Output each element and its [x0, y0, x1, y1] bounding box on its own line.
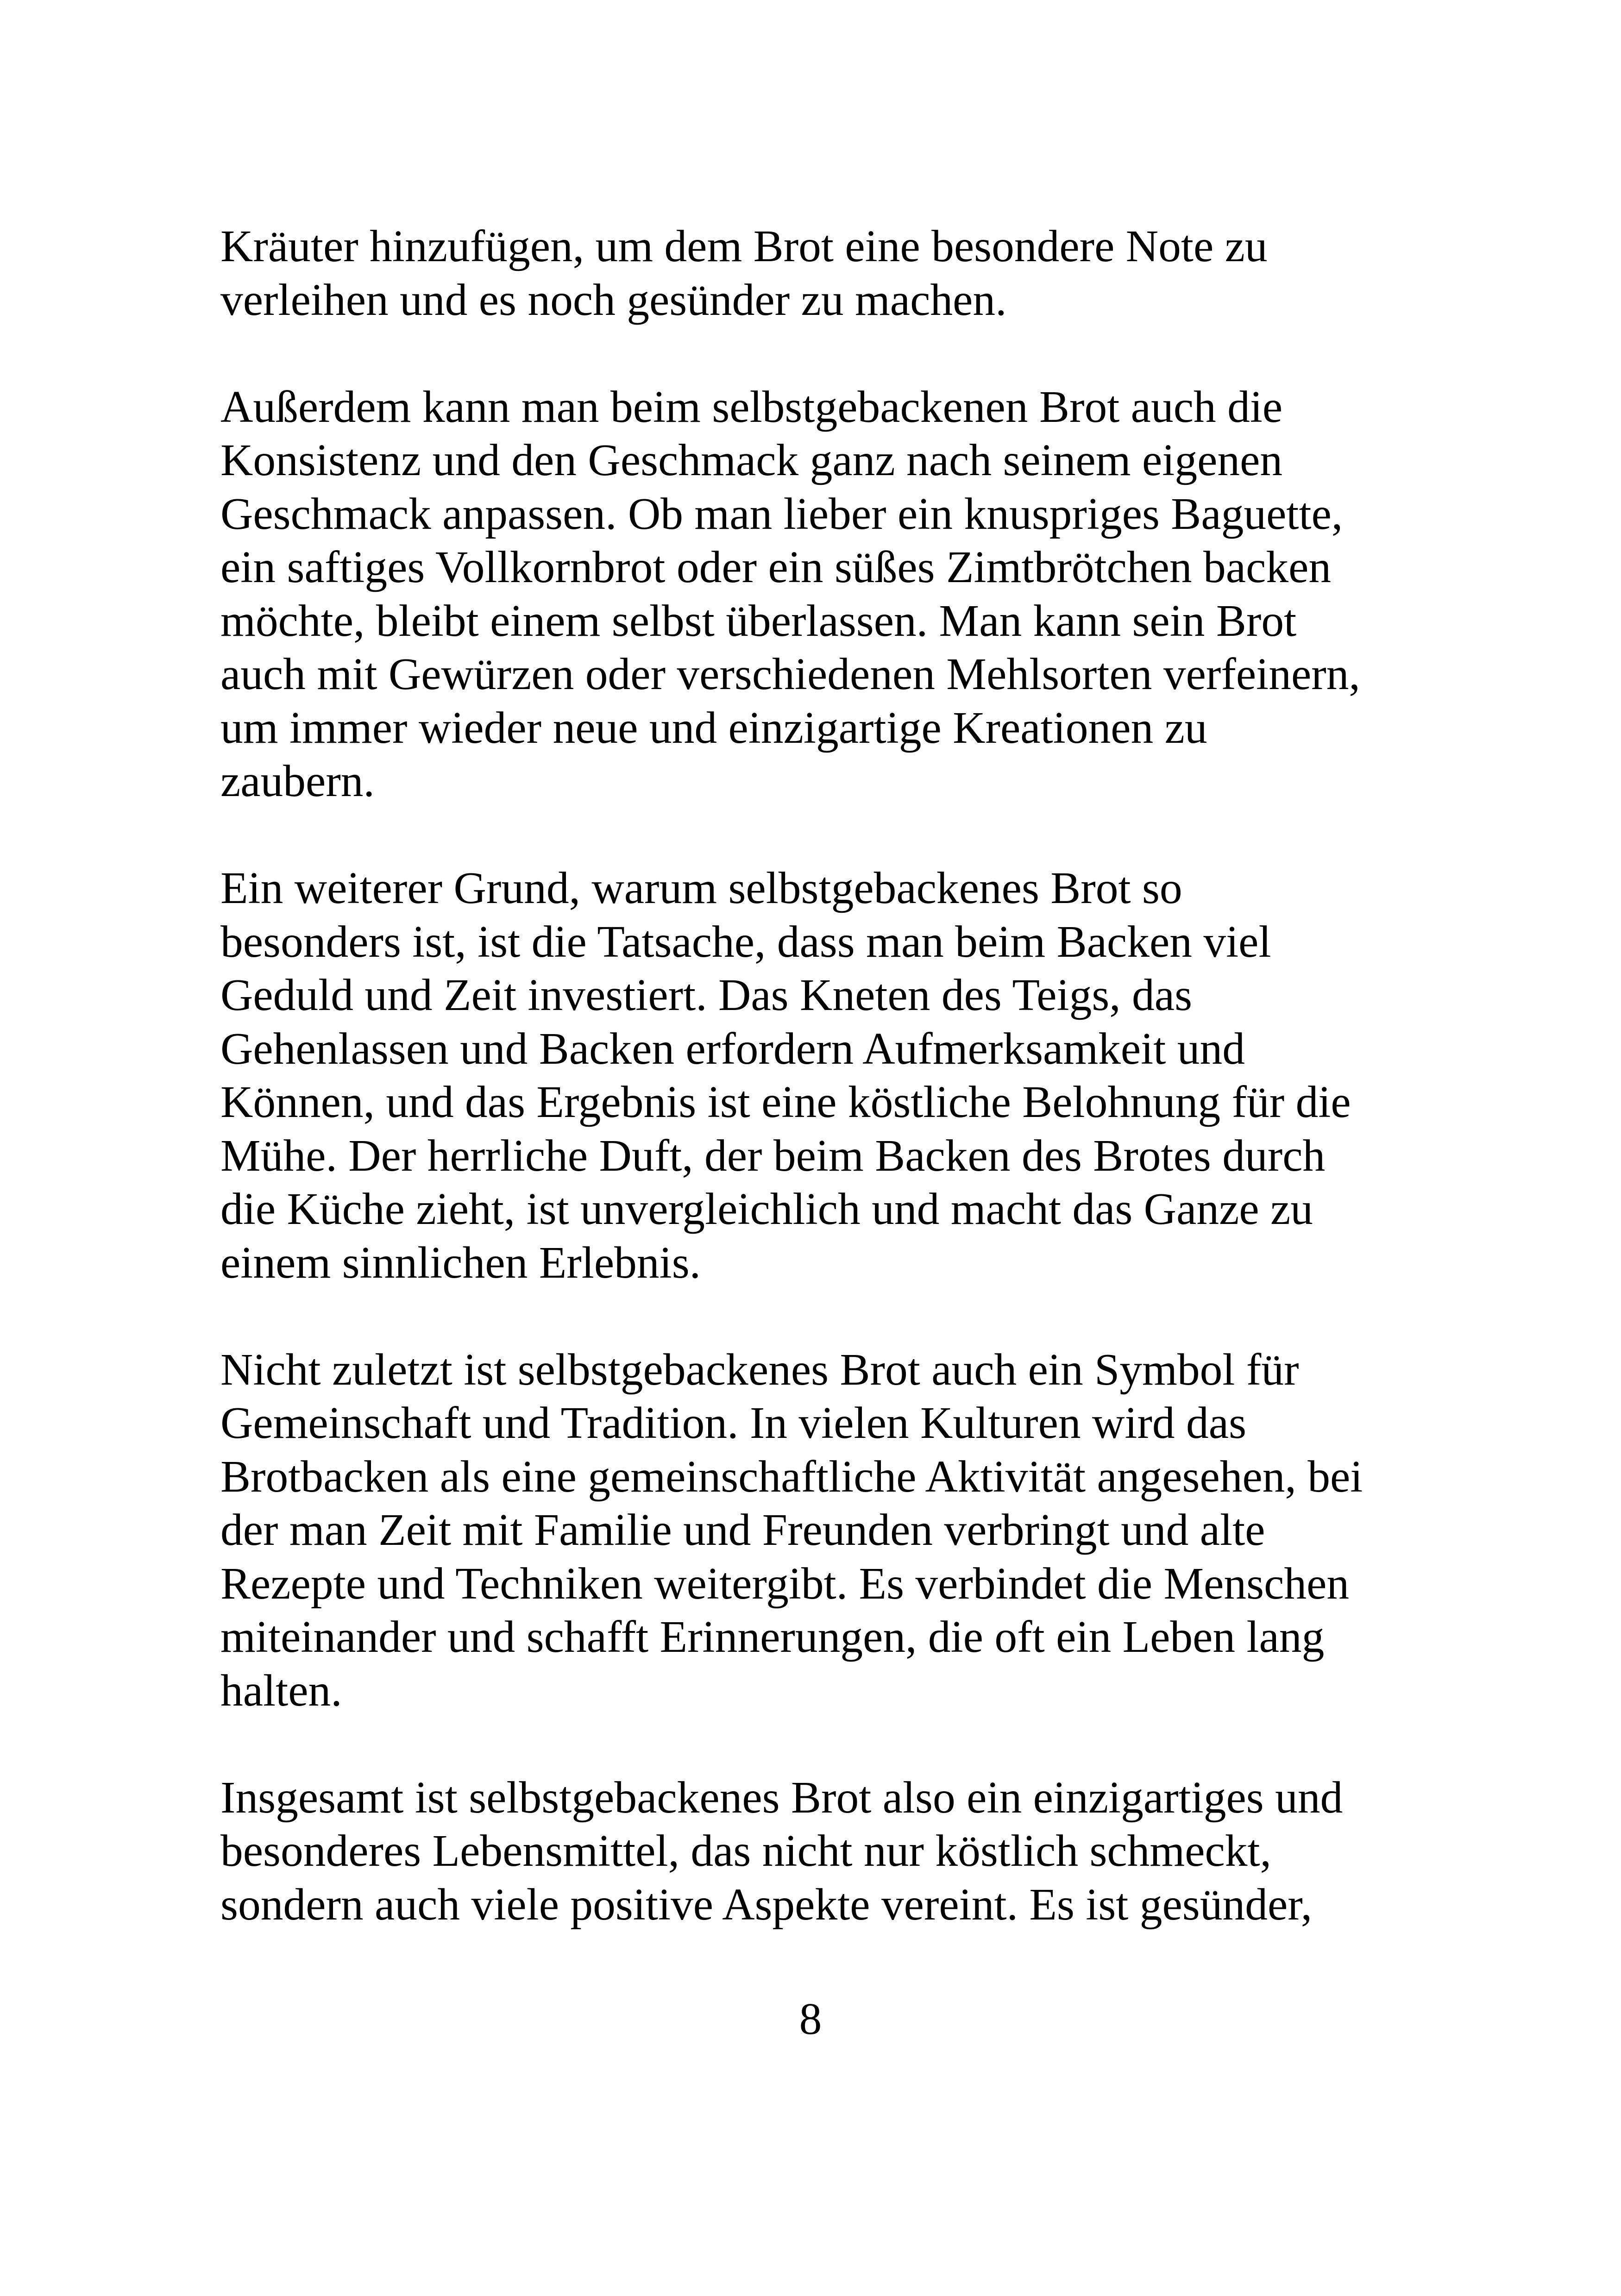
text-line: Außerdem kann man beim selbstgebackenen Brot auch die [220, 382, 1283, 432]
text-line: halten. [220, 1665, 342, 1716]
text-line: Geschmack anpassen. Ob man lieber ein knuspriges Baguette, [220, 489, 1343, 539]
page-number: 8 [799, 1994, 822, 2044]
text-line: Konsistenz und den Geschmack ganz nach seinem eigenen [220, 435, 1283, 485]
text-line: Gehenlassen und Backen erfordern Aufmerksamkeit und [220, 1023, 1245, 1074]
paragraph-2 [220, 381, 1406, 809]
text-line: Geduld und Zeit investiert. Das Kneten des Teigs, das [220, 970, 1193, 1020]
paragraph-3 [220, 862, 1406, 1290]
text-line: Ein weiterer Grund, warum selbstgebackenes Brot so [220, 863, 1182, 913]
paragraph-4 [220, 1343, 1406, 1718]
text-line: sondern auch viele positive Aspekte vereint. Es ist gesünder, [220, 1879, 1313, 1930]
text-line: Gemeinschaft und Tradition. In vielen Kulturen wird das [220, 1398, 1247, 1448]
text-line: ein saftiges Vollkornbrot oder ein süßes Zimtbrötchen backen [220, 542, 1332, 592]
text-line: verleihen und es noch gesünder zu machen. [220, 275, 1007, 325]
text-line: besonders ist, ist die Tatsache, dass man beim Backen viel [220, 916, 1271, 967]
text-line: Insgesamt ist selbstgebackenes Brot also ein einzigartiges und [220, 1772, 1343, 1823]
text-line: miteinander und schafft Erinnerungen, die oft ein Leben lang [220, 1612, 1325, 1662]
text-line: Kräuter hinzufügen, um dem Brot eine besondere Note zu [220, 221, 1268, 271]
text-line: die Küche zieht, ist unvergleichlich und macht das Ganze zu [220, 1184, 1313, 1234]
text-line: um immer wieder neue und einzigartige Kreationen zu [220, 703, 1207, 753]
text-line: einem sinnlichen Erlebnis. [220, 1237, 701, 1288]
paragraph-5 [220, 1771, 1406, 1932]
text-line: Nicht zuletzt ist selbstgebackenes Brot auch ein Symbol für [220, 1344, 1299, 1395]
text-line: Können, und das Ergebnis ist eine köstliche Belohnung für die [220, 1077, 1351, 1127]
text-line: Rezepte und Techniken weitergibt. Es verbindet die Menschen [220, 1558, 1350, 1609]
text-line: besonderes Lebensmittel, das nicht nur köstlich schmeckt, [220, 1826, 1272, 1876]
body-text [220, 220, 1406, 1932]
text-line: Brotbacken als eine gemeinschaftliche Aktivität angesehen, bei [220, 1451, 1363, 1502]
text-line: zaubern. [220, 756, 375, 806]
paragraph-1 [220, 220, 1406, 327]
text-line: Mühe. Der herrliche Duft, der beim Backen des Brotes durch [220, 1130, 1326, 1181]
text-line: der man Zeit mit Familie und Freunden verbringt und alte [220, 1505, 1265, 1555]
text-line: auch mit Gewürzen oder verschiedenen Mehlsorten verfeinern, [220, 649, 1360, 699]
text-line: möchte, bleibt einem selbst überlassen. Man kann sein Brot [220, 596, 1297, 646]
